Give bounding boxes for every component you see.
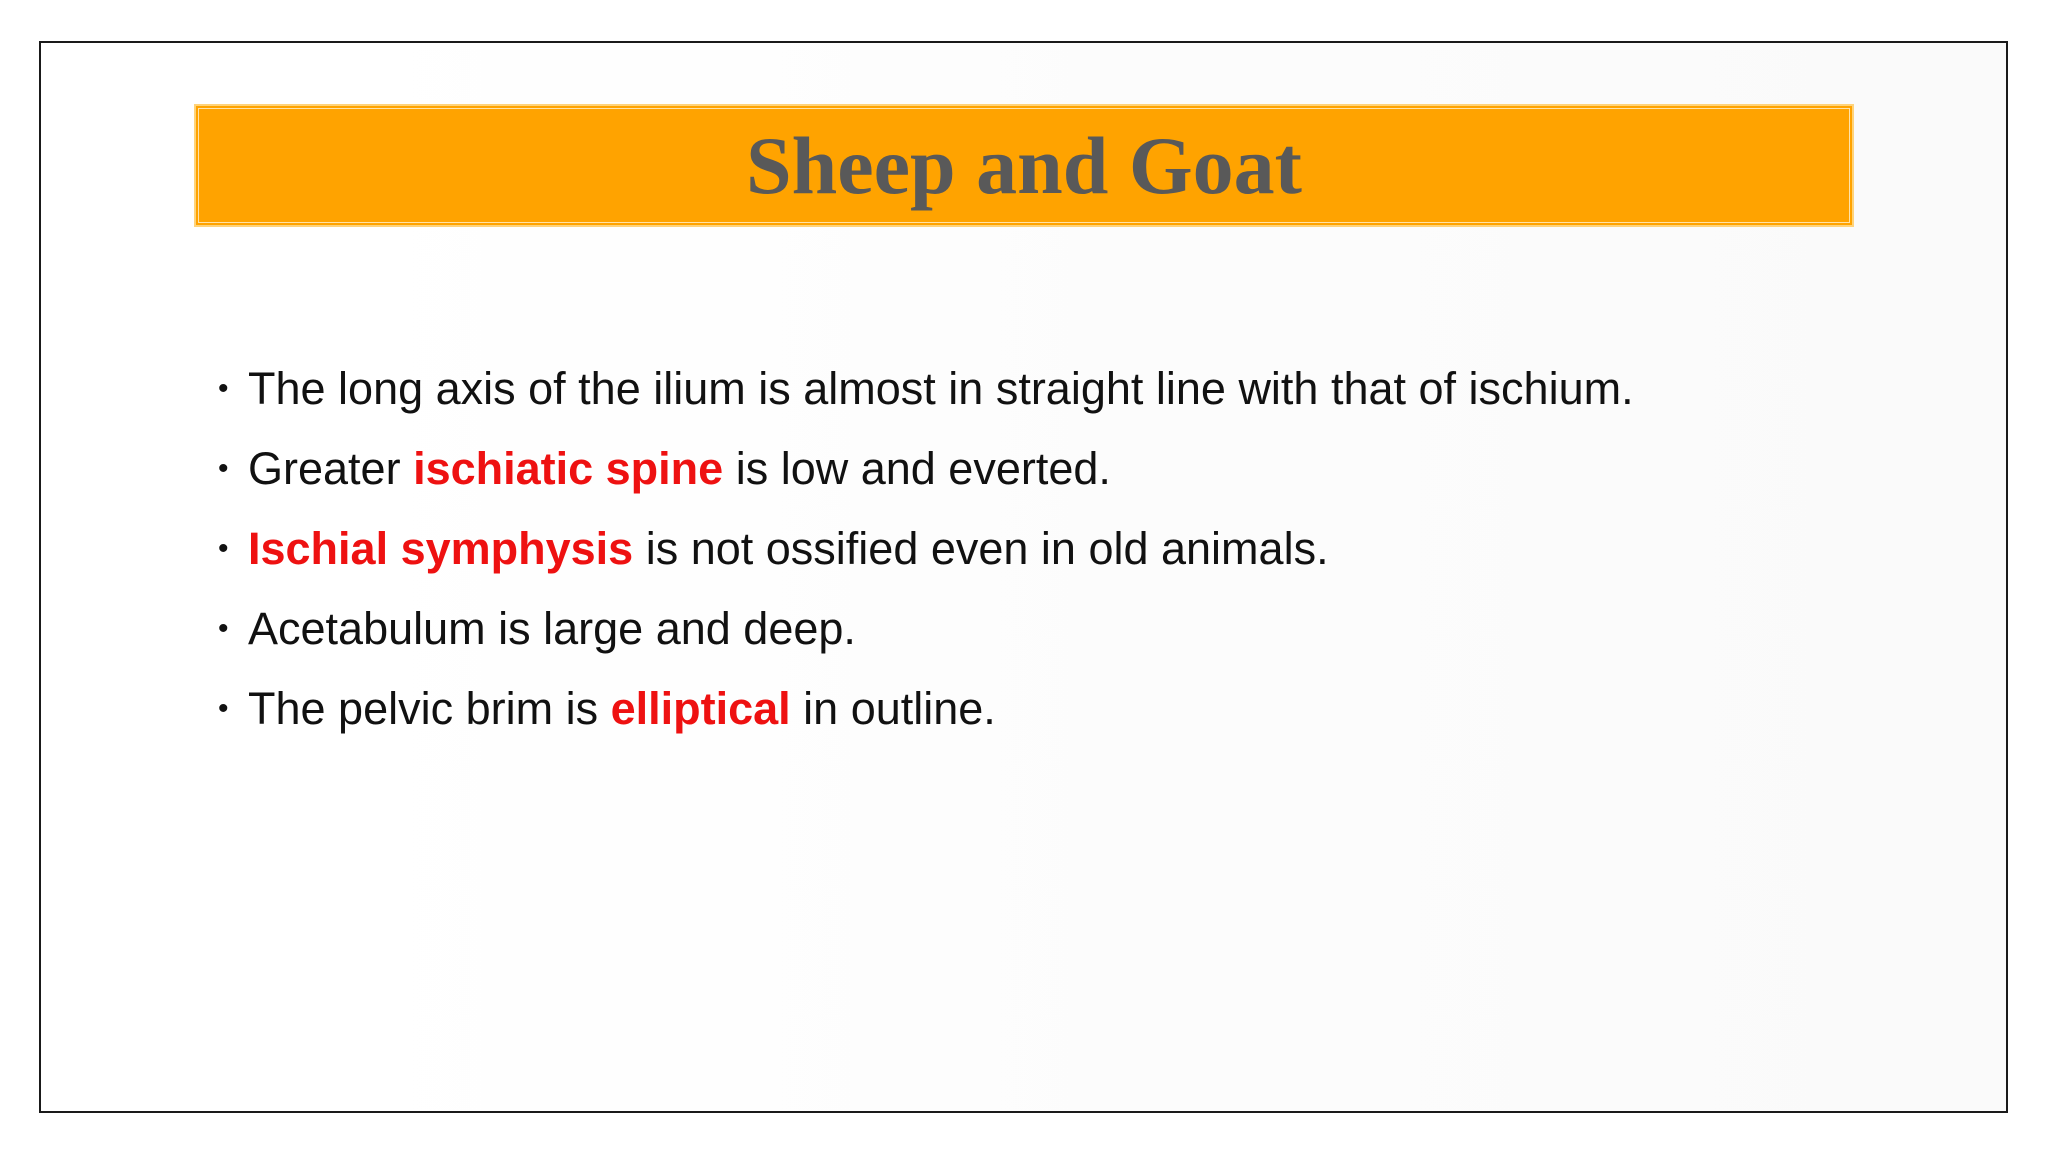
bullet-icon: • — [218, 452, 229, 485]
bullet-list — [214, 349, 1634, 749]
highlighted-term: ischiatic spine — [413, 443, 724, 494]
slide-title: Sheep and Goat — [746, 119, 1302, 211]
highlighted-term: elliptical — [610, 683, 791, 734]
bullet-text: Greater — [248, 443, 414, 494]
bullet-item — [214, 669, 1634, 749]
bullet-icon: • — [218, 372, 229, 405]
bullet-item — [214, 509, 1634, 589]
bullet-icon: • — [218, 532, 229, 565]
bullet-icon: • — [218, 612, 229, 645]
bullet-text: Acetabulum is large and deep. — [248, 603, 856, 654]
bullet-text: is low and everted. — [723, 443, 1111, 494]
bullet-item — [214, 349, 1634, 429]
bullet-text: in outline. — [790, 683, 996, 734]
bullet-text: is not ossified even in old animals. — [633, 523, 1329, 574]
bullet-text: The long axis of the ilium is almost in straight line with that of ischium. — [248, 363, 1634, 414]
bullet-item — [214, 589, 1634, 669]
bullet-text: The pelvic brim is — [248, 683, 611, 734]
bullet-icon: • — [218, 692, 229, 725]
highlighted-term: Ischial symphysis — [248, 523, 634, 574]
slide — [39, 41, 2008, 1113]
bullet-item — [214, 429, 1634, 509]
title-bar — [194, 104, 1854, 227]
